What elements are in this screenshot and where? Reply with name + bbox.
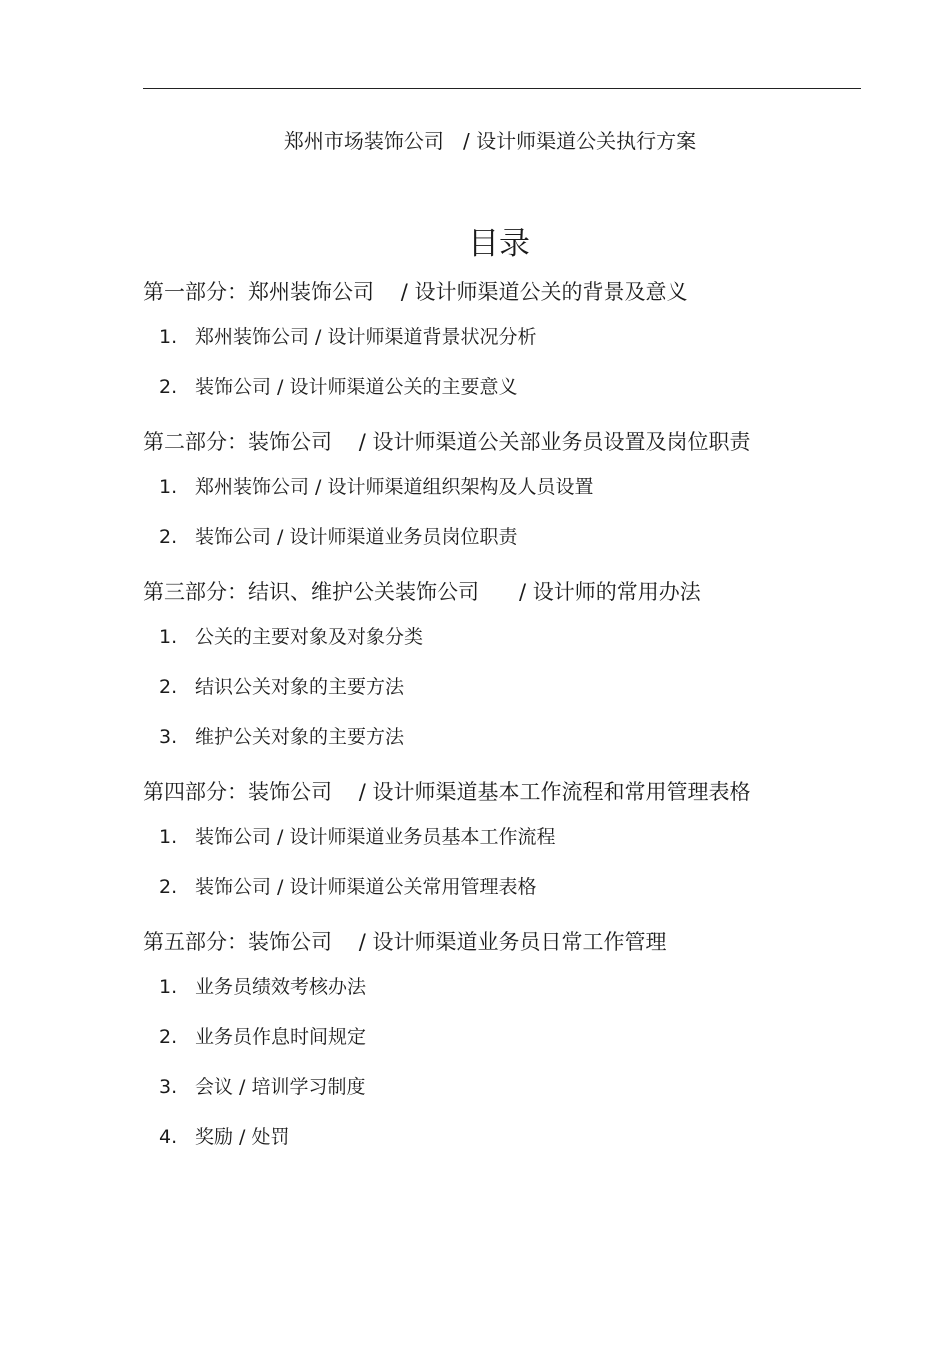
toc-item-number: 1. [159,476,178,498]
toc-item [143,512,903,562]
toc-item [143,362,903,412]
toc-item-text: 结识公关对象的主要方法 [195,676,405,698]
toc-item-number: 2. [159,676,178,698]
toc-heading: 目录 [468,226,530,262]
toc-item-text: 郑州装饰公司 / 设计师渠道背景状况分析 [195,326,537,348]
toc-item [143,1012,903,1062]
toc-item-number: 2. [159,376,178,398]
toc-item-number: 3. [159,1076,178,1098]
toc-item-text: 装饰公司 / 设计师渠道业务员基本工作流程 [195,826,556,848]
toc-item [143,312,903,362]
toc-item-number: 2. [159,526,178,548]
toc-part-title: 第五部分：装饰公司 / 设计师渠道业务员日常工作管理 [143,930,667,954]
toc-item-text: 奖励 / 处罚 [195,1126,290,1148]
toc-part-1 [143,272,903,412]
toc-item-number: 1. [159,326,178,348]
toc-part-title: 第四部分：装饰公司 / 设计师渠道基本工作流程和常用管理表格 [143,780,751,804]
toc-part-items [143,462,903,562]
toc-item-text: 会议 / 培训学习制度 [195,1076,366,1098]
toc-part-3 [143,572,903,762]
toc-part-4 [143,772,903,912]
toc-item-text: 装饰公司 / 设计师渠道公关的主要意义 [195,376,518,398]
toc-item-number: 1. [159,626,178,648]
toc-item [143,1062,903,1112]
toc-item [143,1112,903,1162]
toc-item [143,462,903,512]
toc-part-items [143,612,903,762]
toc-item [143,812,903,862]
toc-item [143,612,903,662]
toc-item-number: 2. [159,1026,178,1048]
header-rule [143,88,861,89]
table-of-contents [143,272,903,1162]
toc-item-text: 公关的主要对象及对象分类 [195,626,424,648]
toc-part-5 [143,922,903,1162]
toc-part-title: 第二部分：装饰公司 / 设计师渠道公关部业务员设置及岗位职责 [143,430,751,454]
toc-item-number: 1. [159,976,178,998]
toc-part-items [143,812,903,912]
toc-item-text: 维护公关对象的主要方法 [195,726,405,748]
toc-part-title: 第一部分：郑州装饰公司 / 设计师渠道公关的背景及意义 [143,280,688,304]
toc-item-text: 装饰公司 / 设计师渠道公关常用管理表格 [195,876,537,898]
toc-item [143,862,903,912]
toc-part-items [143,312,903,412]
toc-item [143,662,903,712]
toc-item-number: 2. [159,876,178,898]
toc-item-text: 装饰公司 / 设计师渠道业务员岗位职责 [195,526,518,548]
toc-part-items [143,962,903,1162]
toc-item-text: 郑州装饰公司 / 设计师渠道组织架构及人员设置 [195,476,594,498]
toc-item [143,962,903,1012]
toc-item-number: 1. [159,826,178,848]
toc-item-text: 业务员绩效考核办法 [195,976,367,998]
document-title: 郑州市场装饰公司 / 设计师渠道公关执行方案 [283,129,697,153]
toc-item-number: 3. [159,726,178,748]
toc-item-number: 4. [159,1126,178,1148]
toc-item [143,712,903,762]
toc-part-2 [143,422,903,562]
toc-part-title: 第三部分：结识、维护公关装饰公司 / 设计师的常用办法 [143,580,701,604]
toc-item-text: 业务员作息时间规定 [195,1026,367,1048]
